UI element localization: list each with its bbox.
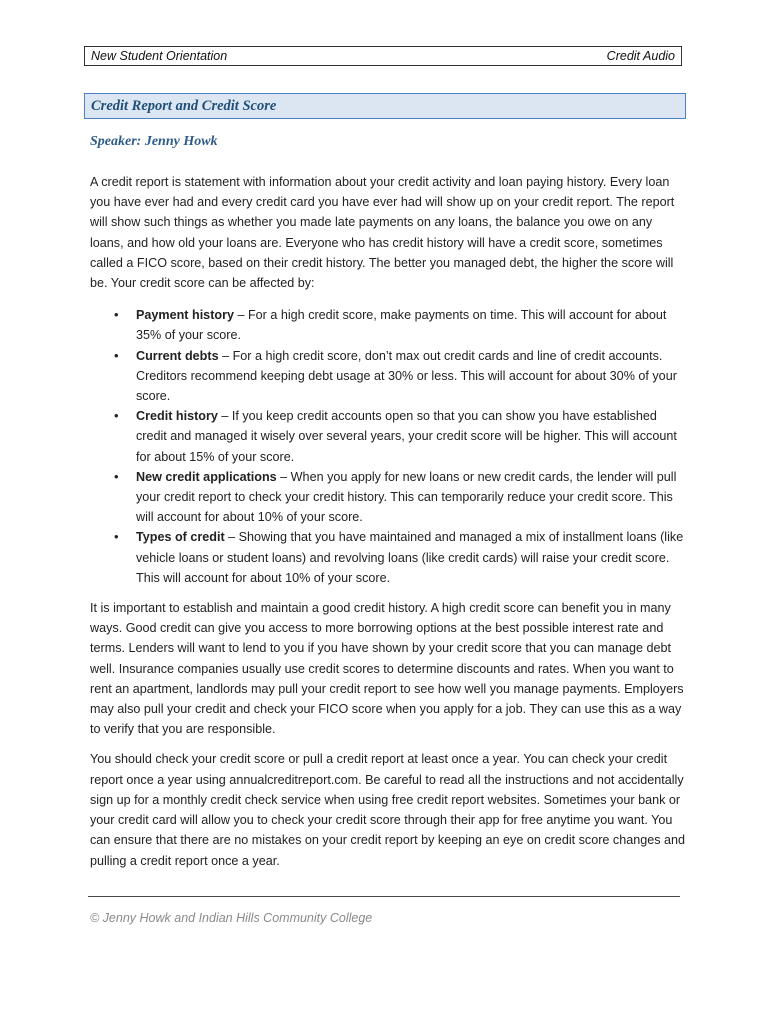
body-content [90, 172, 688, 871]
section-heading-box [84, 93, 686, 119]
footer-divider [88, 896, 680, 897]
factor-list [90, 305, 688, 588]
list-item-text: – For a high credit score, don’t max out credit cards and line of credit accounts. Creditors recommend keeping debt usage at 30% or less. This will account for about 30% of your score. [136, 348, 677, 404]
list-item-term: Credit history [136, 409, 218, 424]
list-item-term: Payment history [136, 308, 234, 323]
footer-copyright: © Jenny Howk and Indian Hills Community College [90, 911, 373, 925]
bullet-icon: • [114, 307, 119, 323]
list-item-text: – If you keep credit accounts open so that you can show you have established credit and managed it wisely over several years, your credit score will be higher. This will account for about 15% of your score. [136, 409, 677, 464]
bullet-icon: • [114, 408, 119, 424]
list-item [114, 406, 688, 467]
list-item [114, 305, 688, 345]
list-item-term: Types of credit [136, 530, 225, 545]
checking-paragraph: You should check your credit score or pull a credit report at least once a year. You can check your credit report once a year using annualcreditreport.com. Be careful to read all the instructions and not accidentally sign up for a monthly credit check service when using free credit report websites. Sometimes your bank or your credit card will allow you to check your credit score through their app for free anytime you want. You can ensure that there are no mistakes on your credit report by keeping an eye on credit score changes and pulling a credit report once a year. [90, 752, 686, 868]
list-item-text: – When you apply for new loans or new credit cards, the lender will pull your credit report to check your credit history. This can temporarily reduce your credit score. This will account for about 10% of your score. [136, 469, 677, 525]
speaker-line: Speaker: Jenny Howk [90, 134, 218, 149]
list-item [114, 467, 688, 528]
list-item-text: – For a high credit score, make payments on time. This will account for about 35% of your score. [136, 308, 667, 343]
bullet-icon: • [114, 529, 119, 545]
intro-paragraph: A credit report is statement with information about your credit activity and loan paying history. Every loan you have ever had and every credit card you have ever had will show up on your credit report. The report will show such things as whether you made late payments on any loans, the balance you owe on any loans, and how old your loans are. Everyone who has credit history will have a credit score, sometimes called a FICO score, based on their credit history. The better you managed debt, the higher the score will be. Your credit score can be affected by: [90, 175, 675, 291]
header-left-text: New Student Orientation [91, 49, 228, 63]
list-item [114, 527, 688, 588]
bullet-icon: • [114, 347, 119, 363]
page-header [84, 46, 682, 66]
header-right-text: Credit Audio [606, 49, 675, 63]
list-item-term: Current debts [136, 348, 219, 363]
list-item-text: – Showing that you have maintained and managed a mix of installment loans (like vehicle loans or student loans) and revolving loans (like credit cards) will raise your credit score. This will account for about 10% of your score. [136, 530, 684, 585]
list-item [114, 346, 688, 407]
bullet-icon: • [114, 468, 119, 484]
section-title: Credit Report and Credit Score [91, 97, 277, 114]
benefits-paragraph: It is important to establish and maintain a good credit history. A high credit score can benefit you in many ways. Good credit can give you access to more borrowing options at the best possible interest rate and terms. Lenders will want to lend to you if you have shown by your credit score that you can manage debt well. Insurance companies usually use credit scores to determine discounts and rates. When you want to rent an apartment, landlords may pull your credit report to see how well you manage payments. Employers may also pull your credit and check your FICO score when you apply for a job. They can use this as a way to verify that you are responsible. [90, 601, 684, 737]
list-item-term: New credit applications [136, 469, 277, 484]
